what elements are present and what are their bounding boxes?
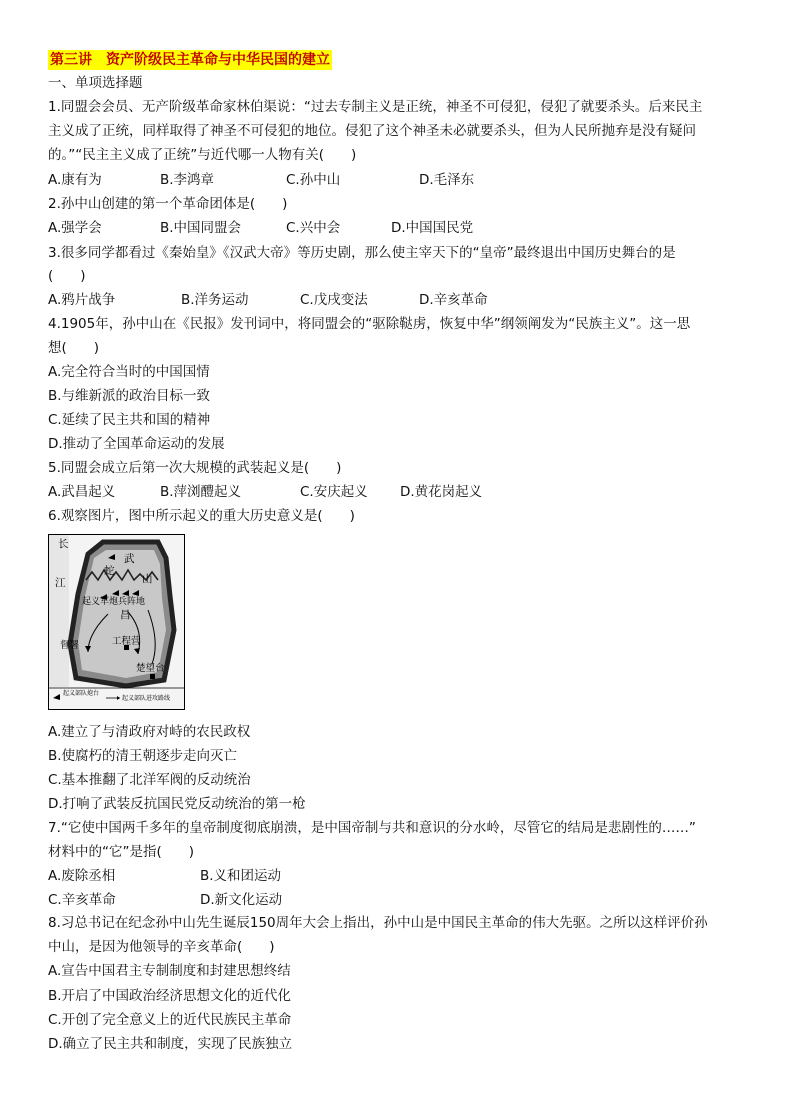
q7-option-c[interactable]: C.辛亥革命 — [48, 892, 116, 908]
q3-option-c[interactable]: C.戊戌变法 — [300, 292, 368, 308]
section-heading: 一、单项选择题 — [48, 75, 143, 91]
legend-artillery-label: 起义部队炮台 — [63, 690, 100, 697]
q8-option-b[interactable]: B.开启了中国政治经济思想文化的近代化 — [48, 988, 292, 1004]
map-label-dushu: 督署 — [60, 640, 80, 651]
q5-option-d[interactable]: D.黄花岗起义 — [400, 484, 483, 500]
map-label-chang: 长 — [58, 538, 69, 550]
q4-option-b[interactable]: B.与维新派的政治目标一致 — [48, 388, 211, 404]
q8-stem-line1: 8.习总书记在纪念孙中山先生诞辰150周年大会上指出，孙中山是中国民主革命的伟大先驱。之所以这样评价孙 — [48, 915, 708, 931]
q7-options-row1 — [48, 866, 281, 886]
map-label-gongchengying: 工程营 — [112, 636, 141, 647]
map-label-chang2: 昌 — [120, 609, 131, 621]
q1-option-c[interactable]: C.孙中山 — [286, 172, 341, 188]
q5-options — [48, 482, 482, 502]
q1-stem-line2: 主义成了正统，同样取得了神圣不可侵犯的地位。侵犯了这个神圣未必就要杀头，但为人民所抛弃是没有疑问 — [48, 123, 696, 139]
q1-option-d[interactable]: D.毛泽东 — [419, 172, 475, 188]
q1-stem-line3: 的。”“民主主义成了正统”与近代哪一人物有关( ) — [48, 147, 357, 163]
q3-option-d[interactable]: D.辛亥革命 — [419, 292, 488, 308]
q4-option-d[interactable]: D.推动了全国革命运动的发展 — [48, 436, 225, 452]
map-label-shan: 山 — [142, 573, 153, 585]
q2-stem: 2.孙中山创建的第一个革命团体是( ) — [48, 196, 288, 212]
q6-stem: 6.观察图片，图中所示起义的重大历史意义是( ) — [48, 508, 355, 524]
marker-square-icon — [150, 674, 155, 679]
q4-stem-line2: 想( ) — [48, 340, 100, 356]
q7-option-d[interactable]: D.新文化运动 — [200, 892, 283, 908]
q3-stem-line2: ( ) — [48, 268, 86, 284]
q2-option-d[interactable]: D.中国国民党 — [391, 220, 474, 236]
q2-option-b[interactable]: B.中国同盟会 — [160, 220, 242, 236]
q6-option-d[interactable]: D.打响了武装反抗国民党反动统治的第一枪 — [48, 796, 306, 812]
q5-stem: 5.同盟会成立后第一次大规模的武装起义是( ) — [48, 460, 342, 476]
q2-option-c[interactable]: C.兴中会 — [286, 220, 341, 236]
q3-options — [48, 290, 488, 310]
q3-option-b[interactable]: B.洋务运动 — [181, 292, 249, 308]
q4-option-a[interactable]: A.完全符合当时的中国国情 — [48, 364, 210, 380]
q1-option-b[interactable]: B.李鸿章 — [160, 172, 215, 188]
wuchang-uprising-map — [48, 534, 185, 710]
map-label-jiang: 江 — [55, 577, 66, 589]
q3-option-a[interactable]: A.鸦片战争 — [48, 292, 116, 308]
q8-option-c[interactable]: C.开创了完全意义上的近代民族民主革命 — [48, 1012, 292, 1028]
q1-stem-line1: 1.同盟会会员、无产阶级革命家林伯渠说：“过去专制主义是正统，神圣不可侵犯，侵犯了就要杀头。后来民主 — [48, 99, 703, 115]
q3-stem-line1: 3.很多同学都看过《秦始皇》《汉武大帝》等历史剧，那么使主宰天下的“皇帝”最终退出中国历史舞台的是 — [48, 245, 676, 261]
q4-stem-line1: 4.1905年，孙中山在《民报》发刊词中，将同盟会的“驱除鞑虏，恢复中华”纲领阐发为“民族主义”。这一思 — [48, 316, 691, 332]
map-label-artillery-position: 起义军炮兵阵地 — [82, 597, 146, 607]
map-label-wu: 武 — [124, 553, 135, 565]
q8-option-a[interactable]: A.宣告中国君主专制制度和封建思想终结 — [48, 963, 291, 979]
q7-option-a[interactable]: A.废除丞相 — [48, 868, 116, 884]
q8-option-d[interactable]: D.确立了民主共和制度，实现了民族独立 — [48, 1036, 293, 1052]
q1-option-a[interactable]: A.康有为 — [48, 172, 102, 188]
q2-option-a[interactable]: A.强学会 — [48, 220, 102, 236]
legend-route-label: 起义部队进攻路线 — [122, 695, 171, 702]
q7-stem-line2: 材料中的“它”是指( ) — [48, 844, 195, 860]
q6-option-c[interactable]: C.基本推翻了北洋军阀的反动统治 — [48, 772, 251, 788]
q7-stem-line1: 7.“它使中国两千多年的皇帝制度彻底崩溃，是中国帝制与共和意识的分水岭，尽管它的结局是悲剧性的……” — [48, 820, 696, 836]
map-label-chuwangtai: 楚望台 — [136, 663, 165, 674]
q7-options-row2 — [48, 890, 282, 910]
q5-option-c[interactable]: C.安庆起义 — [300, 484, 368, 500]
lesson-title: 第三讲 资产阶级民主革命与中华民国的建立 — [50, 52, 330, 68]
q5-option-b[interactable]: B.萍浏醴起义 — [160, 484, 242, 500]
q4-option-c[interactable]: C.延续了民主共和国的精神 — [48, 412, 211, 428]
q2-options — [48, 218, 473, 238]
q8-stem-line2: 中山，是因为他领导的辛亥革命( ) — [48, 939, 275, 955]
q6-option-b[interactable]: B.使腐朽的清王朝逐步走向灭亡 — [48, 748, 238, 764]
q5-option-a[interactable]: A.武昌起义 — [48, 484, 116, 500]
q7-option-b[interactable]: B.义和团运动 — [200, 868, 282, 884]
map-label-she: 蛇 — [104, 565, 115, 577]
q6-option-a[interactable]: A.建立了与清政府对峙的农民政权 — [48, 724, 251, 740]
q1-options — [48, 170, 474, 190]
